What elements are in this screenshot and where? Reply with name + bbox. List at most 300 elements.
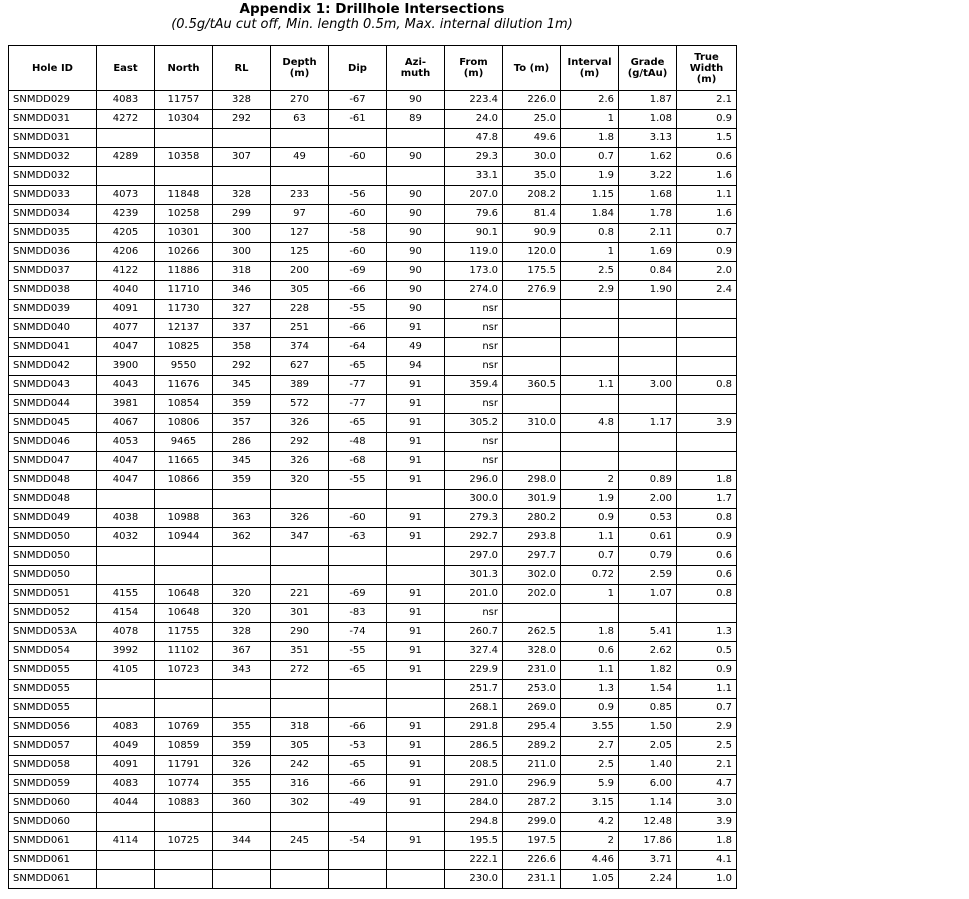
cell-north: 12137: [155, 319, 213, 338]
cell-dip: -56: [329, 186, 387, 205]
cell-dip: [329, 167, 387, 186]
cell-interval: 2.5: [561, 262, 619, 281]
cell-hole-id: SNMDD051: [9, 585, 97, 604]
table-row: [9, 452, 737, 471]
cell-rl: 345: [213, 376, 271, 395]
cell-from: 79.6: [445, 205, 503, 224]
cell-interval: 1.1: [561, 661, 619, 680]
table-row: [9, 756, 737, 775]
cell-hole-id: SNMDD055: [9, 680, 97, 699]
cell-north: [155, 547, 213, 566]
cell-to: 299.0: [503, 813, 561, 832]
cell-hole-id: SNMDD048: [9, 471, 97, 490]
cell-azimuth: 94: [387, 357, 445, 376]
cell-grade: 3.13: [619, 129, 677, 148]
cell-hole-id: SNMDD031: [9, 110, 97, 129]
cell-rl: [213, 129, 271, 148]
cell-rl: 337: [213, 319, 271, 338]
cell-north: 11665: [155, 452, 213, 471]
cell-azimuth: [387, 547, 445, 566]
cell-hole-id: SNMDD061: [9, 832, 97, 851]
cell-depth: [271, 813, 329, 832]
cell-interval: 2: [561, 471, 619, 490]
cell-azimuth: 89: [387, 110, 445, 129]
cell-dip: -65: [329, 357, 387, 376]
cell-depth: 347: [271, 528, 329, 547]
cell-interval: 0.7: [561, 148, 619, 167]
cell-true-width: 0.8: [677, 376, 737, 395]
cell-north: [155, 870, 213, 889]
cell-depth: 125: [271, 243, 329, 262]
cell-rl: [213, 547, 271, 566]
cell-from: 291.8: [445, 718, 503, 737]
cell-dip: [329, 851, 387, 870]
cell-hole-id: SNMDD060: [9, 813, 97, 832]
cell-north: 10883: [155, 794, 213, 813]
cell-east: 4073: [97, 186, 155, 205]
cell-interval: 1.3: [561, 680, 619, 699]
cell-dip: [329, 566, 387, 585]
cell-to: 253.0: [503, 680, 561, 699]
cell-from: 359.4: [445, 376, 503, 395]
cell-rl: 307: [213, 148, 271, 167]
cell-east: [97, 699, 155, 718]
cell-from: nsr: [445, 604, 503, 623]
cell-from: 208.5: [445, 756, 503, 775]
cell-interval: 0.7: [561, 547, 619, 566]
cell-from: 201.0: [445, 585, 503, 604]
cell-rl: 318: [213, 262, 271, 281]
cell-rl: 300: [213, 243, 271, 262]
cell-depth: 301: [271, 604, 329, 623]
cell-east: 4239: [97, 205, 155, 224]
cell-east: [97, 547, 155, 566]
cell-grade: [619, 338, 677, 357]
table-row: [9, 186, 737, 205]
cell-to: 262.5: [503, 623, 561, 642]
cell-from: 274.0: [445, 281, 503, 300]
table-row: [9, 262, 737, 281]
cell-interval: 2.6: [561, 91, 619, 110]
cell-depth: 374: [271, 338, 329, 357]
cell-rl: 345: [213, 452, 271, 471]
cell-hole-id: SNMDD034: [9, 205, 97, 224]
cell-north: 10988: [155, 509, 213, 528]
column-header-grade: Grade (g/tAu): [619, 46, 677, 91]
cell-to: 295.4: [503, 718, 561, 737]
cell-true-width: 0.6: [677, 547, 737, 566]
cell-from: nsr: [445, 433, 503, 452]
cell-grade: 1.17: [619, 414, 677, 433]
cell-from: 286.5: [445, 737, 503, 756]
cell-from: 47.8: [445, 129, 503, 148]
page-title: Appendix 1: Drillhole Intersections: [239, 1, 505, 17]
cell-north: 11676: [155, 376, 213, 395]
cell-depth: 242: [271, 756, 329, 775]
cell-from: 296.0: [445, 471, 503, 490]
cell-grade: 1.82: [619, 661, 677, 680]
cell-grade: [619, 395, 677, 414]
cell-rl: [213, 566, 271, 585]
cell-interval: 2: [561, 832, 619, 851]
table-row: [9, 832, 737, 851]
table-row: [9, 110, 737, 129]
cell-azimuth: [387, 851, 445, 870]
table-row: [9, 737, 737, 756]
column-header-rl: RL: [213, 46, 271, 91]
cell-grade: 0.79: [619, 547, 677, 566]
cell-north: 11848: [155, 186, 213, 205]
table-row: [9, 699, 737, 718]
cell-east: 4032: [97, 528, 155, 547]
cell-east: 4077: [97, 319, 155, 338]
cell-interval: 2.5: [561, 756, 619, 775]
cell-rl: [213, 851, 271, 870]
cell-depth: 326: [271, 509, 329, 528]
cell-grade: 2.59: [619, 566, 677, 585]
cell-azimuth: 91: [387, 376, 445, 395]
cell-hole-id: SNMDD056: [9, 718, 97, 737]
cell-depth: 389: [271, 376, 329, 395]
cell-east: 4078: [97, 623, 155, 642]
cell-interval: 1.1: [561, 376, 619, 395]
cell-depth: 127: [271, 224, 329, 243]
cell-to: [503, 433, 561, 452]
cell-dip: -53: [329, 737, 387, 756]
cell-to: 289.2: [503, 737, 561, 756]
cell-from: nsr: [445, 319, 503, 338]
cell-true-width: 3.9: [677, 813, 737, 832]
cell-grade: 2.62: [619, 642, 677, 661]
cell-dip: -55: [329, 642, 387, 661]
cell-hole-id: SNMDD053A: [9, 623, 97, 642]
cell-rl: 328: [213, 623, 271, 642]
cell-depth: 233: [271, 186, 329, 205]
cell-from: nsr: [445, 338, 503, 357]
cell-azimuth: [387, 680, 445, 699]
column-header-dip: Dip: [329, 46, 387, 91]
cell-hole-id: SNMDD032: [9, 148, 97, 167]
cell-depth: 305: [271, 281, 329, 300]
cell-rl: 344: [213, 832, 271, 851]
cell-hole-id: SNMDD036: [9, 243, 97, 262]
cell-from: 294.8: [445, 813, 503, 832]
cell-to: 360.5: [503, 376, 561, 395]
cell-north: [155, 851, 213, 870]
cell-north: 11730: [155, 300, 213, 319]
cell-true-width: 0.9: [677, 528, 737, 547]
cell-depth: [271, 167, 329, 186]
cell-to: [503, 395, 561, 414]
table-row: [9, 91, 737, 110]
cell-from: 300.0: [445, 490, 503, 509]
table-row: [9, 642, 737, 661]
cell-depth: [271, 680, 329, 699]
cell-dip: [329, 699, 387, 718]
cell-rl: 355: [213, 718, 271, 737]
cell-east: 3981: [97, 395, 155, 414]
cell-hole-id: SNMDD050: [9, 547, 97, 566]
cell-grade: 1.69: [619, 243, 677, 262]
table-row: [9, 566, 737, 585]
table-row: [9, 471, 737, 490]
cell-hole-id: SNMDD031: [9, 129, 97, 148]
cell-rl: 292: [213, 357, 271, 376]
cell-depth: 572: [271, 395, 329, 414]
cell-north: 11886: [155, 262, 213, 281]
cell-interval: 1.9: [561, 167, 619, 186]
cell-interval: [561, 604, 619, 623]
cell-to: [503, 319, 561, 338]
cell-true-width: 0.8: [677, 509, 737, 528]
cell-grade: 1.40: [619, 756, 677, 775]
cell-depth: 228: [271, 300, 329, 319]
cell-east: [97, 167, 155, 186]
cell-dip: -66: [329, 775, 387, 794]
cell-rl: 286: [213, 433, 271, 452]
cell-rl: 363: [213, 509, 271, 528]
cell-from: 195.5: [445, 832, 503, 851]
cell-hole-id: SNMDD033: [9, 186, 97, 205]
cell-hole-id: SNMDD050: [9, 566, 97, 585]
table-row: [9, 224, 737, 243]
cell-east: 4047: [97, 452, 155, 471]
cell-azimuth: 90: [387, 281, 445, 300]
column-header-from: From (m): [445, 46, 503, 91]
cell-dip: -64: [329, 338, 387, 357]
cell-interval: 5.9: [561, 775, 619, 794]
cell-east: [97, 490, 155, 509]
cell-interval: [561, 300, 619, 319]
cell-north: 10806: [155, 414, 213, 433]
cell-grade: 3.00: [619, 376, 677, 395]
cell-to: 81.4: [503, 205, 561, 224]
cell-north: [155, 680, 213, 699]
cell-true-width: 1.8: [677, 832, 737, 851]
cell-grade: 2.11: [619, 224, 677, 243]
table-row: [9, 167, 737, 186]
cell-east: 4155: [97, 585, 155, 604]
cell-dip: -65: [329, 414, 387, 433]
cell-grade: 1.54: [619, 680, 677, 699]
cell-true-width: 4.1: [677, 851, 737, 870]
cell-dip: -67: [329, 91, 387, 110]
cell-dip: -49: [329, 794, 387, 813]
cell-dip: -66: [329, 718, 387, 737]
cell-to: 226.0: [503, 91, 561, 110]
cell-from: 301.3: [445, 566, 503, 585]
cell-east: 4047: [97, 471, 155, 490]
cell-rl: 300: [213, 224, 271, 243]
cell-hole-id: SNMDD038: [9, 281, 97, 300]
cell-depth: [271, 870, 329, 889]
cell-true-width: 1.6: [677, 205, 737, 224]
cell-hole-id: SNMDD050: [9, 528, 97, 547]
column-header-depth: Depth (m): [271, 46, 329, 91]
cell-azimuth: [387, 167, 445, 186]
cell-from: 230.0: [445, 870, 503, 889]
cell-interval: 2.9: [561, 281, 619, 300]
cell-from: 284.0: [445, 794, 503, 813]
cell-north: 11755: [155, 623, 213, 642]
cell-depth: [271, 129, 329, 148]
table-row: [9, 376, 737, 395]
cell-azimuth: 91: [387, 756, 445, 775]
cell-grade: 0.53: [619, 509, 677, 528]
cell-east: 4049: [97, 737, 155, 756]
table-row: [9, 129, 737, 148]
cell-interval: 1: [561, 110, 619, 129]
cell-interval: 4.46: [561, 851, 619, 870]
cell-north: [155, 566, 213, 585]
cell-true-width: [677, 338, 737, 357]
table-row: [9, 623, 737, 642]
cell-to: 310.0: [503, 414, 561, 433]
cell-rl: 346: [213, 281, 271, 300]
cell-from: 90.1: [445, 224, 503, 243]
cell-north: [155, 167, 213, 186]
cell-depth: 221: [271, 585, 329, 604]
table-row: [9, 528, 737, 547]
cell-azimuth: 91: [387, 452, 445, 471]
cell-to: 226.6: [503, 851, 561, 870]
cell-rl: 359: [213, 471, 271, 490]
cell-depth: 270: [271, 91, 329, 110]
cell-north: 10825: [155, 338, 213, 357]
cell-depth: 302: [271, 794, 329, 813]
cell-from: 268.1: [445, 699, 503, 718]
cell-azimuth: 91: [387, 604, 445, 623]
cell-true-width: 0.6: [677, 148, 737, 167]
intersections-table: [8, 45, 737, 889]
cell-north: 10774: [155, 775, 213, 794]
cell-from: 260.7: [445, 623, 503, 642]
cell-dip: -65: [329, 756, 387, 775]
cell-to: 293.8: [503, 528, 561, 547]
table-row: [9, 281, 737, 300]
cell-to: 120.0: [503, 243, 561, 262]
cell-depth: 245: [271, 832, 329, 851]
cell-to: 276.9: [503, 281, 561, 300]
cell-hole-id: SNMDD054: [9, 642, 97, 661]
cell-dip: [329, 680, 387, 699]
cell-to: 301.9: [503, 490, 561, 509]
cell-rl: 343: [213, 661, 271, 680]
cell-grade: [619, 604, 677, 623]
cell-from: 33.1: [445, 167, 503, 186]
cell-hole-id: SNMDD060: [9, 794, 97, 813]
cell-from: 229.9: [445, 661, 503, 680]
table-row: [9, 338, 737, 357]
cell-north: 10358: [155, 148, 213, 167]
cell-dip: -58: [329, 224, 387, 243]
cell-from: 327.4: [445, 642, 503, 661]
cell-azimuth: 91: [387, 794, 445, 813]
cell-dip: -66: [329, 319, 387, 338]
cell-to: 297.7: [503, 547, 561, 566]
cell-north: 9550: [155, 357, 213, 376]
cell-grade: 12.48: [619, 813, 677, 832]
cell-depth: 351: [271, 642, 329, 661]
cell-azimuth: 91: [387, 661, 445, 680]
cell-east: 4044: [97, 794, 155, 813]
cell-north: 10648: [155, 604, 213, 623]
cell-interval: 0.72: [561, 566, 619, 585]
cell-interval: 1.8: [561, 129, 619, 148]
cell-depth: 49: [271, 148, 329, 167]
cell-dip: [329, 490, 387, 509]
table-body: [9, 91, 737, 889]
cell-hole-id: SNMDD035: [9, 224, 97, 243]
cell-hole-id: SNMDD045: [9, 414, 97, 433]
cell-azimuth: 91: [387, 832, 445, 851]
cell-from: 207.0: [445, 186, 503, 205]
cell-grade: 1.07: [619, 585, 677, 604]
cell-north: 10258: [155, 205, 213, 224]
cell-grade: [619, 300, 677, 319]
cell-dip: -65: [329, 661, 387, 680]
cell-interval: 0.9: [561, 509, 619, 528]
cell-azimuth: 91: [387, 414, 445, 433]
cell-true-width: 1.1: [677, 680, 737, 699]
cell-depth: [271, 566, 329, 585]
cell-hole-id: SNMDD029: [9, 91, 97, 110]
cell-to: 30.0: [503, 148, 561, 167]
table-row: [9, 300, 737, 319]
cell-grade: [619, 357, 677, 376]
cell-to: [503, 452, 561, 471]
cell-rl: [213, 490, 271, 509]
cell-dip: [329, 547, 387, 566]
cell-to: 231.1: [503, 870, 561, 889]
cell-true-width: [677, 300, 737, 319]
cell-to: 302.0: [503, 566, 561, 585]
cell-true-width: 1.8: [677, 471, 737, 490]
cell-to: 197.5: [503, 832, 561, 851]
cell-north: 10769: [155, 718, 213, 737]
cell-hole-id: SNMDD061: [9, 851, 97, 870]
cell-true-width: 0.9: [677, 110, 737, 129]
cell-dip: -60: [329, 509, 387, 528]
cell-to: [503, 300, 561, 319]
cell-azimuth: [387, 870, 445, 889]
cell-true-width: 2.5: [677, 737, 737, 756]
table-row: [9, 509, 737, 528]
cell-depth: 290: [271, 623, 329, 642]
cell-grade: 0.85: [619, 699, 677, 718]
cell-to: 296.9: [503, 775, 561, 794]
cell-north: 11757: [155, 91, 213, 110]
table-row: [9, 433, 737, 452]
cell-grade: [619, 452, 677, 471]
cell-interval: 0.8: [561, 224, 619, 243]
cell-true-width: 2.4: [677, 281, 737, 300]
cell-hole-id: SNMDD048: [9, 490, 97, 509]
cell-dip: -63: [329, 528, 387, 547]
cell-hole-id: SNMDD037: [9, 262, 97, 281]
cell-east: [97, 566, 155, 585]
cell-to: [503, 604, 561, 623]
cell-true-width: 1.5: [677, 129, 737, 148]
cell-from: 24.0: [445, 110, 503, 129]
cell-east: 3992: [97, 642, 155, 661]
cell-true-width: 4.7: [677, 775, 737, 794]
cell-azimuth: 91: [387, 623, 445, 642]
cell-hole-id: SNMDD052: [9, 604, 97, 623]
cell-north: 10944: [155, 528, 213, 547]
cell-east: 4038: [97, 509, 155, 528]
cell-azimuth: [387, 490, 445, 509]
